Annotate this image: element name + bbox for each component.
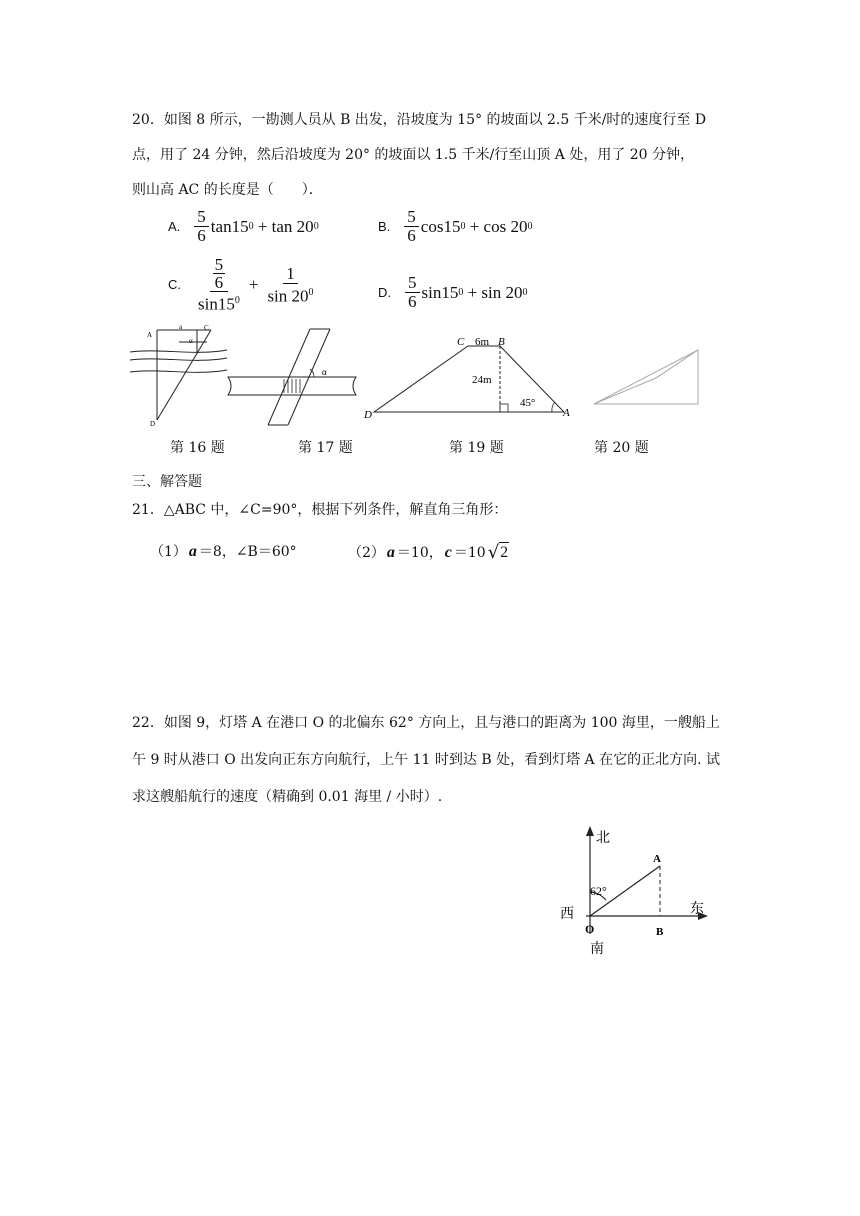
inner-denominator: 6 [214, 273, 224, 292]
river-bank-bottom [130, 358, 227, 360]
label-south: 南 [590, 942, 604, 957]
slope-line [157, 330, 211, 420]
q21-line1: 21．△ABC 中，∠C=90°，根据下列条件，解直角三角形： [132, 502, 508, 518]
q22-line3: 求这艘船航行的速度（精确到 0.01 海里 / 小时）. [132, 789, 443, 805]
superscript: 0 [527, 221, 533, 232]
condition-text: ＝8，∠B＝60° [198, 544, 297, 560]
label-a: A [653, 853, 661, 865]
label-o: O [585, 922, 595, 936]
caption-fig19: 第 19 题 [449, 440, 504, 456]
caption-fig20: 第 20 题 [594, 440, 649, 456]
part-number: （2） [348, 544, 385, 561]
label-a-point: A [147, 331, 153, 339]
condition-text: ＝10， [396, 544, 443, 561]
q20-line2: 点，用了 24 分钟，然后沿坡度为 20° 的坡面以 1.5 千米/行至山顶 A 处，用了 20 分钟， [132, 147, 695, 163]
caption-fig17: 第 17 题 [298, 440, 353, 456]
variable-a: a [188, 543, 197, 560]
river-bank-lower [130, 370, 227, 372]
label-d: D [364, 409, 372, 421]
superscript: 0 [234, 295, 240, 306]
label-top-width: 6m [475, 336, 490, 348]
denominator [195, 292, 243, 314]
superscript: 0 [522, 287, 528, 298]
label-alpha: α [189, 337, 193, 345]
fraction [404, 208, 419, 245]
label-alpha: α [322, 367, 327, 377]
term: + cos 20 [465, 216, 528, 236]
q20-line3: 则山高 AC 的长度是（ ）． [132, 182, 323, 198]
q20-option-b[interactable] [378, 208, 532, 245]
numerator: 5 [194, 208, 209, 227]
right-angle-mark [500, 404, 508, 412]
numerator: 5 [405, 274, 420, 293]
label-b: B [656, 926, 664, 938]
superscript: 0 [313, 221, 319, 232]
section-title: 三、解答题 [132, 474, 202, 490]
label-c: C [204, 324, 209, 332]
label-angle: 45° [520, 397, 536, 409]
option-label: A. [168, 219, 181, 234]
label-a-small: a [179, 323, 183, 331]
option-label: D. [378, 285, 391, 300]
trapezoid [374, 346, 564, 412]
figure-19 [362, 332, 574, 422]
q22-line2: 午 9 时从港口 O 出发向正东方向航行，上午 11 时到达 B 处，看到灯塔 A 在它的正北方向. 试 [132, 752, 720, 768]
q20-option-c[interactable] [168, 256, 319, 314]
denominator: 6 [408, 292, 417, 311]
label-height: 24m [472, 374, 492, 386]
figure-17 [226, 325, 358, 430]
label-d: D [150, 420, 156, 428]
fraction [264, 265, 316, 306]
denominator: 6 [407, 226, 416, 245]
label-west: 西 [560, 907, 574, 922]
label-c: C [457, 336, 465, 348]
variable-a: a [386, 543, 395, 561]
part-number: （1） [150, 544, 187, 560]
variable-c: c [444, 543, 452, 561]
superscript: 0 [460, 221, 466, 232]
numerator: 5 [404, 208, 419, 227]
sqrt-sign: √ [487, 541, 500, 563]
label-b: B [498, 336, 505, 348]
angle-arc [552, 402, 555, 412]
fraction [194, 208, 209, 245]
q20-line1: 20．如图 8 所示，一勘测人员从 B 出发，沿坡度为 15° 的坡面以 2.5 千米/时的速度行至 D [132, 112, 707, 128]
term: sin15 [421, 282, 459, 302]
caption-fig16: 第 16 题 [170, 440, 225, 456]
term: tan15 [210, 216, 249, 236]
label-a: A [563, 407, 570, 419]
q20-option-a[interactable] [168, 208, 319, 245]
term: + sin 20 [463, 282, 523, 302]
term: sin 20 [267, 286, 309, 306]
inner-numerator: 5 [214, 255, 224, 274]
superscript: 0 [308, 286, 314, 298]
label-angle: 62° [590, 884, 607, 898]
numerator [210, 256, 229, 292]
denominator [264, 284, 316, 306]
figure-9-compass [556, 822, 716, 962]
q20-option-d[interactable] [378, 274, 528, 311]
q22-line1: 22．如图 9，灯塔 A 在港口 O 的北偏东 62° 方向上，且与港口的距离为 100 海里，一艘船上 [132, 715, 720, 731]
option-label: B. [378, 219, 391, 234]
denominator: 6 [197, 226, 206, 245]
plus-sign: + [248, 274, 259, 294]
term: + tan 20 [253, 216, 314, 236]
river-bank-top [130, 350, 227, 352]
label-north: 北 [596, 831, 610, 846]
term: sin15 [198, 294, 235, 314]
compound-fraction [195, 256, 243, 314]
option-label: C. [168, 277, 181, 293]
figure-20 [590, 346, 702, 408]
condition-text: ＝10 [453, 544, 486, 561]
superscript: 0 [458, 287, 464, 298]
numerator: 1 [283, 265, 298, 284]
q21-part2 [348, 542, 509, 563]
term: cos15 [420, 216, 461, 236]
label-east: 东 [690, 902, 704, 917]
north-arrow-icon [586, 826, 594, 836]
figure-16 [125, 322, 235, 432]
sqrt-radicand: 2 [500, 544, 509, 561]
fraction [405, 274, 420, 311]
q21-part1 [150, 542, 297, 562]
superscript: 0 [248, 221, 254, 232]
